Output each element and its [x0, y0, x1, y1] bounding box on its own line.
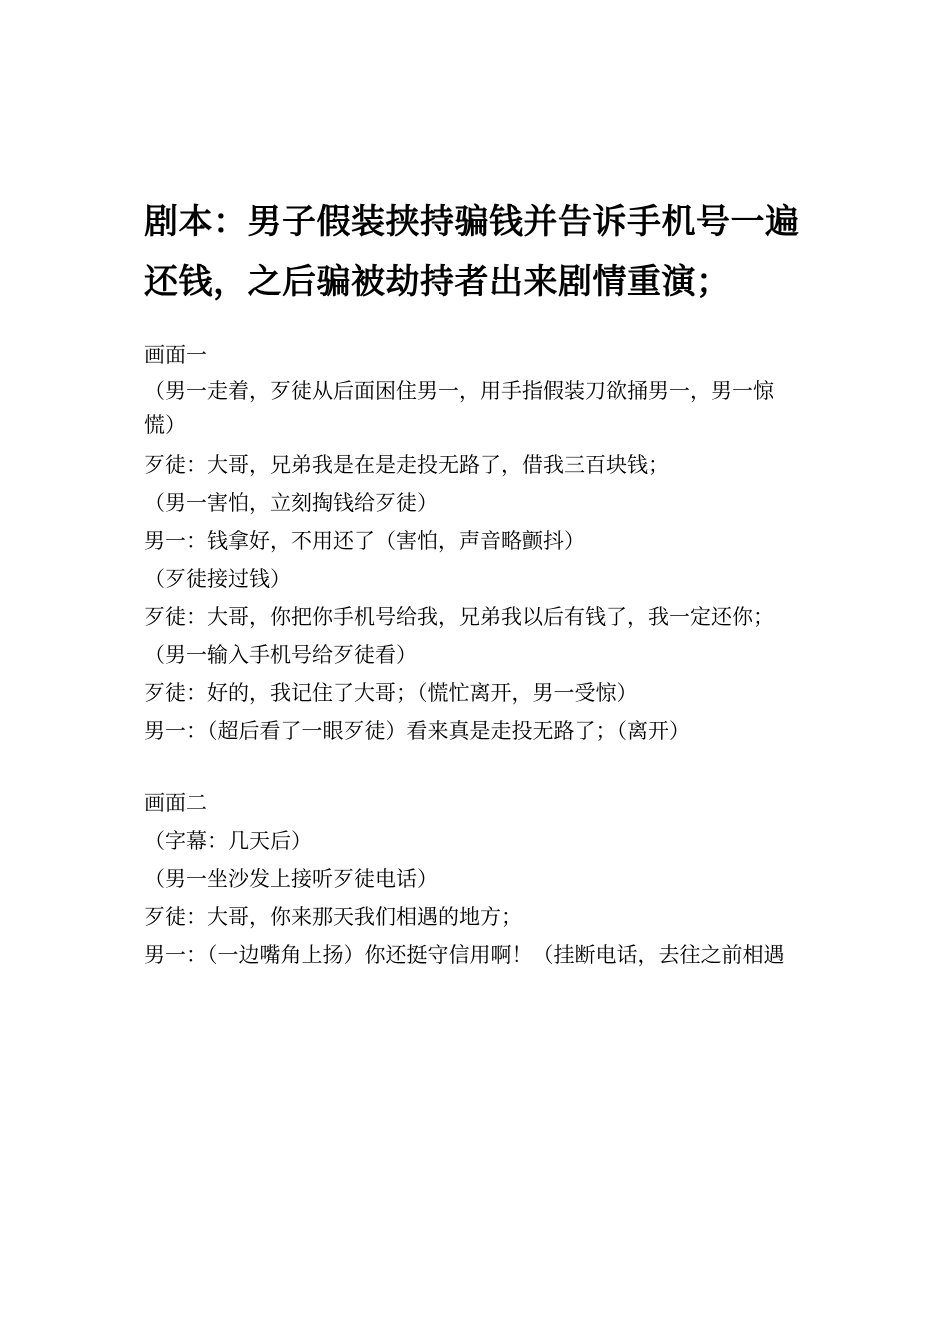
scene-1-line: 歹徒：好的，我记住了大哥；（慌忙离开，男一受惊） [144, 681, 638, 705]
scene-1-line: （男一输入手机号给歹徒看） [144, 643, 417, 667]
scene-1-line: 歹徒：大哥，兄弟我是在是走投无路了，借我三百块钱； [144, 453, 669, 477]
scene-2-line: 歹徒：大哥，你来那天我们相遇的地方； [144, 905, 522, 929]
scene-2-line: （字幕：几天后） [144, 829, 312, 853]
scene-2-heading: 画面二 [144, 791, 207, 815]
section-spacer [144, 750, 844, 784]
scene-1-line: （男一害怕，立刻掏钱给歹徒） [144, 491, 438, 515]
title-line-2: 还钱，之后骗被劫持者出来剧情重演； [144, 262, 731, 302]
script-body [144, 336, 844, 974]
scene-2-line: 男一：（一边嘴角上扬）你还挺守信用啊！（挂断电话，去往之前相遇 [144, 943, 785, 967]
document-title [144, 192, 844, 312]
scene-1-line: （男一走着，歹徒从后面困住男一，用手指假装刀欲捅男一，男一惊慌） [144, 379, 774, 437]
scene-1-line: 男一：钱拿好，不用还了（害怕，声音略颤抖） [144, 529, 585, 553]
scene-1-heading: 画面一 [144, 343, 207, 367]
scene-1-line: （歹徒接过钱） [144, 567, 291, 591]
scene-1-line: 歹徒：大哥，你把你手机号给我，兄弟我以后有钱了，我一定还你； [144, 605, 774, 629]
scene-2-line: （男一坐沙发上接听歹徒电话） [144, 867, 438, 891]
title-line-1: 剧本：男子假装挟持骗钱并告诉手机号一遍 [144, 202, 800, 242]
scene-1-line: 男一：（超后看了一眼歹徒）看来真是走投无路了；（离开） [144, 719, 690, 743]
